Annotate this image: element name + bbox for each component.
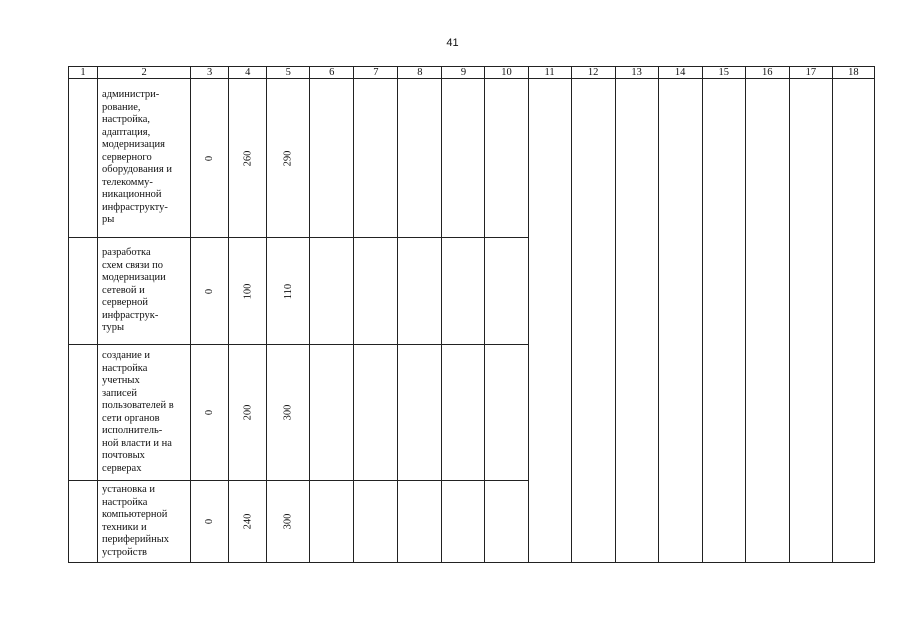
column-header: 7 <box>354 67 398 79</box>
description-line: компьютерной <box>102 509 168 520</box>
empty-cell <box>485 79 528 238</box>
merged-empty-cell <box>789 79 832 563</box>
value-text: 240 <box>242 513 254 530</box>
empty-cell <box>310 238 354 345</box>
description-line: почтовых <box>102 450 145 461</box>
column-header: 3 <box>191 67 229 79</box>
description-line: сети органов <box>102 412 160 424</box>
column-header: 9 <box>442 67 485 79</box>
empty-cell <box>354 481 398 563</box>
empty-cell <box>310 481 354 563</box>
header-row <box>69 67 875 79</box>
index-cell <box>69 345 98 481</box>
column-header: 8 <box>398 67 442 79</box>
column-header: 17 <box>789 67 832 79</box>
value-text: 300 <box>282 513 294 530</box>
empty-cell <box>398 238 442 345</box>
description-line: туры <box>102 322 125 334</box>
empty-cell <box>442 345 485 481</box>
value-cell-5 <box>267 345 310 481</box>
merged-empty-cell <box>528 79 571 563</box>
merged-empty-cell <box>832 79 874 563</box>
description-line: ры <box>102 214 115 226</box>
column-header: 12 <box>571 67 615 79</box>
value-text: 0 <box>204 155 216 161</box>
description-line: техники и <box>102 521 147 533</box>
index-cell <box>69 481 98 563</box>
empty-cell <box>398 481 442 563</box>
description-line: ной власти и на <box>102 437 172 449</box>
description-line: серверного <box>102 151 152 163</box>
table-row <box>69 79 875 238</box>
value-cell-4 <box>229 79 267 238</box>
value-cell-3 <box>191 79 229 238</box>
column-header: 5 <box>267 67 310 79</box>
description-line: настройка, <box>102 114 151 126</box>
column-header: 11 <box>528 67 571 79</box>
data-table <box>68 66 875 563</box>
empty-cell <box>310 79 354 238</box>
value-text: 290 <box>282 150 294 166</box>
value-text: 110 <box>282 283 294 299</box>
description-line: серверах <box>102 462 142 474</box>
value-text: 300 <box>282 404 294 421</box>
value-cell-4 <box>229 238 267 345</box>
column-header: 6 <box>310 67 354 79</box>
description-line: устройств <box>102 546 147 558</box>
empty-cell <box>442 481 485 563</box>
merged-empty-cell <box>702 79 745 563</box>
empty-cell <box>354 79 398 238</box>
description-line: телекомму- <box>102 176 153 188</box>
description-cell <box>98 238 191 345</box>
merged-empty-cell <box>745 79 789 563</box>
empty-cell <box>485 238 528 345</box>
description-line: модернизации <box>102 272 166 284</box>
empty-cell <box>354 238 398 345</box>
page-number: 41 <box>446 37 459 49</box>
column-header: 10 <box>485 67 528 79</box>
column-header: 16 <box>745 67 789 79</box>
description-cell <box>98 345 191 481</box>
description-line: инфраструк- <box>102 309 159 321</box>
description-line: исполнитель- <box>102 425 163 436</box>
value-cell-5 <box>267 79 310 238</box>
value-cell-3 <box>191 481 229 563</box>
description-cell <box>98 79 191 238</box>
description-line: периферийных <box>102 534 170 545</box>
empty-cell <box>485 481 528 563</box>
description-line: никационной <box>102 189 162 201</box>
value-cell-4 <box>229 481 267 563</box>
description-line: настройка <box>102 496 148 508</box>
description-line: адаптация, <box>102 126 151 138</box>
description-cell <box>98 481 191 563</box>
description-line: модернизация <box>102 139 165 151</box>
value-text: 200 <box>242 404 254 421</box>
merged-empty-cell <box>571 79 615 563</box>
description-line: создание и <box>102 350 151 361</box>
description-line: сетевой и <box>102 284 145 296</box>
column-header: 4 <box>229 67 267 79</box>
column-header: 18 <box>832 67 874 79</box>
column-header: 13 <box>615 67 658 79</box>
description-line: серверной <box>102 297 149 309</box>
description-line: разработка <box>102 247 151 259</box>
value-text: 0 <box>204 409 216 416</box>
value-cell-3 <box>191 238 229 345</box>
value-text: 0 <box>204 518 216 525</box>
column-header: 15 <box>702 67 745 79</box>
description-line: администри- <box>102 89 160 101</box>
column-header: 14 <box>658 67 702 79</box>
empty-cell <box>485 345 528 481</box>
empty-cell <box>398 345 442 481</box>
column-header: 1 <box>69 67 98 79</box>
value-cell-5 <box>267 481 310 563</box>
description-line: инфраструкту- <box>102 201 168 213</box>
empty-cell <box>354 345 398 481</box>
description-line: установка и <box>102 484 155 495</box>
value-cell-3 <box>191 345 229 481</box>
description-line: записей <box>102 387 138 399</box>
value-cell-5 <box>267 238 310 345</box>
empty-cell <box>398 79 442 238</box>
empty-cell <box>442 79 485 238</box>
index-cell <box>69 79 98 238</box>
description-line: учетных <box>102 375 140 386</box>
description-line: настройка <box>102 362 148 374</box>
description-line: оборудования и <box>102 164 172 176</box>
description-line: рование, <box>102 101 141 113</box>
empty-cell <box>310 345 354 481</box>
value-text: 260 <box>242 150 254 166</box>
column-header: 2 <box>98 67 191 79</box>
value-text: 0 <box>204 288 216 294</box>
empty-cell <box>442 238 485 345</box>
merged-empty-cell <box>615 79 658 563</box>
index-cell <box>69 238 98 345</box>
merged-empty-cell <box>658 79 702 563</box>
description-line: пользователей в <box>102 400 174 411</box>
value-text: 100 <box>242 283 254 299</box>
value-cell-4 <box>229 345 267 481</box>
description-line: схем связи по <box>102 259 164 271</box>
